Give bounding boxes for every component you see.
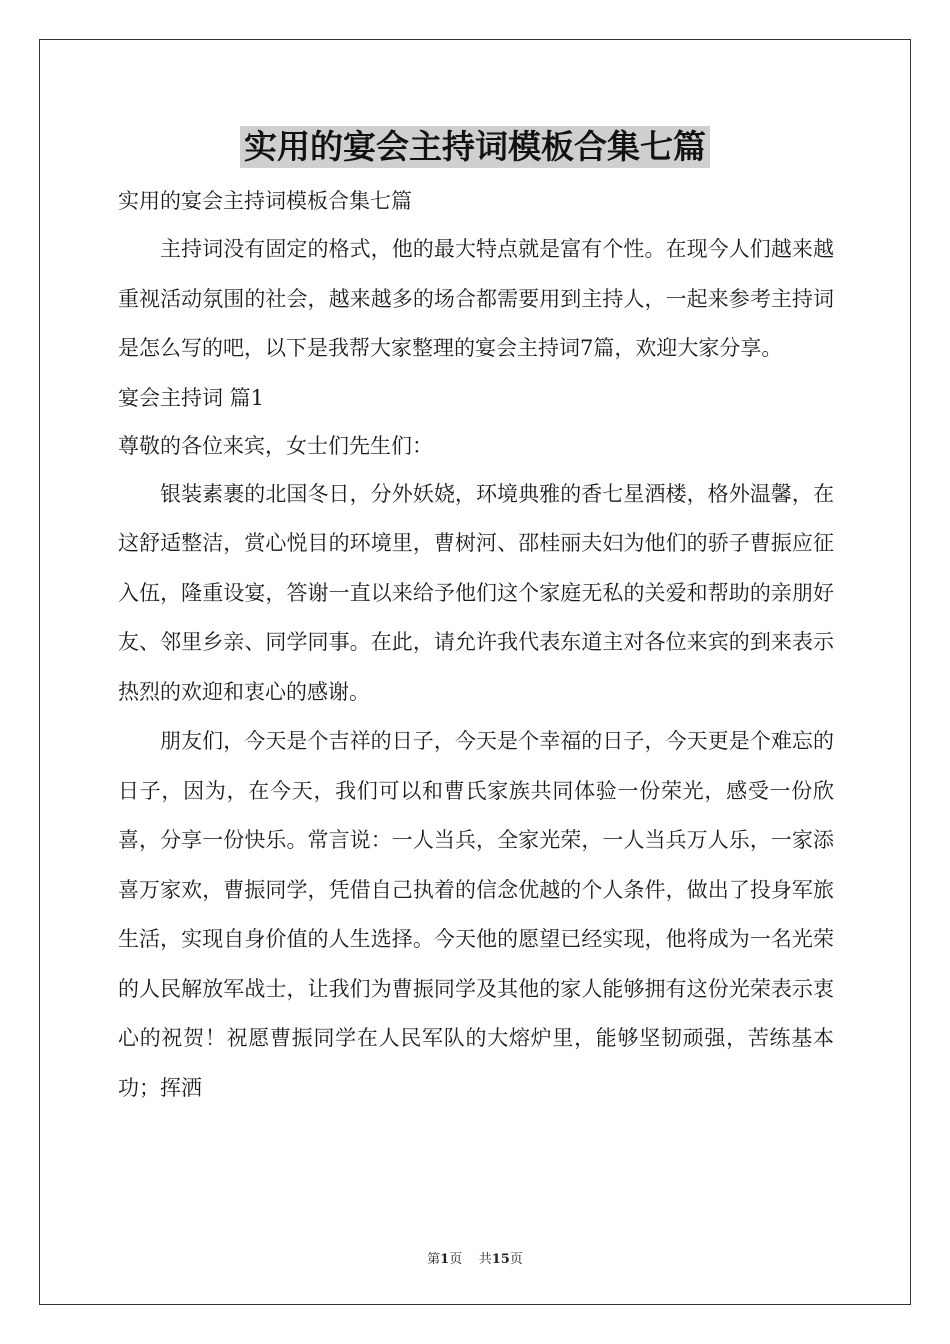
greeting-line: 尊敬的各位来宾，女士们先生们： [118, 433, 433, 458]
intro-paragraph: 主持词没有固定的格式，他的最大特点就是富有个性。在现今人们越来越重视活动氛围的社会，越来越多的场合都需要用到主持人，一起来参考主持词是怎么写的吧，以下是我帮大家整理的宴会主持词7篇，欢迎大家分享。 [118, 237, 834, 360]
page-number: 1 [440, 1252, 450, 1267]
section-heading: 宴会主持词 篇1 [118, 385, 265, 410]
total-suffix: 页 [509, 1252, 523, 1267]
document-subtitle: 实用的宴会主持词模板合集七篇 [118, 189, 412, 213]
body-paragraph-2: 朋友们，今天是个吉祥的日子，今天是个幸福的日子，今天更是个难忘的日子，因为，在今天，我们可以和曹氏家族共同体验一份荣光，感受一份欣喜，分享一份快乐。常言说：一人当兵，全家光荣，一人当兵万人乐，一家添喜万家欢，曹振同学，凭借自己执着的信念优越的个人条件，做出了投身军旅生活，实现自身价值的人生选择。今天他的愿望已经实现，他将成为一名光荣的人民解放军战士，让我们为曹振同学及其他的家人能够拥有这份光荣表示衷心的祝贺！祝愿曹振同学在人民军队的大熔炉里，能够坚韧顽强，苦练基本功；挥洒 [118, 729, 834, 1100]
document-body [118, 177, 834, 1113]
page-suffix: 页 [449, 1252, 463, 1267]
document-title: 实用的宴会主持词模板合集七篇 [240, 126, 710, 168]
total-pages: 15 [491, 1252, 510, 1267]
total-prefix: 共 [478, 1252, 492, 1267]
body-paragraph-1: 银装素裹的北国冬日，分外妖娆，环境典雅的香七星酒楼，格外温馨，在这舒适整洁，赏心悦目的环境里，曹树河、邵桂丽夫妇为他们的骄子曹振应征入伍，隆重设宴，答谢一直以来给予他们这个家庭无私的关爱和帮助的亲朋好友、邻里乡亲、同学同事。在此，请允许我代表东道主对各位来宾的到来表示热烈的欢迎和衷心的感谢。 [118, 481, 834, 704]
page-prefix: 第 [427, 1252, 441, 1267]
page-footer [0, 1248, 950, 1267]
title-container [0, 126, 950, 168]
